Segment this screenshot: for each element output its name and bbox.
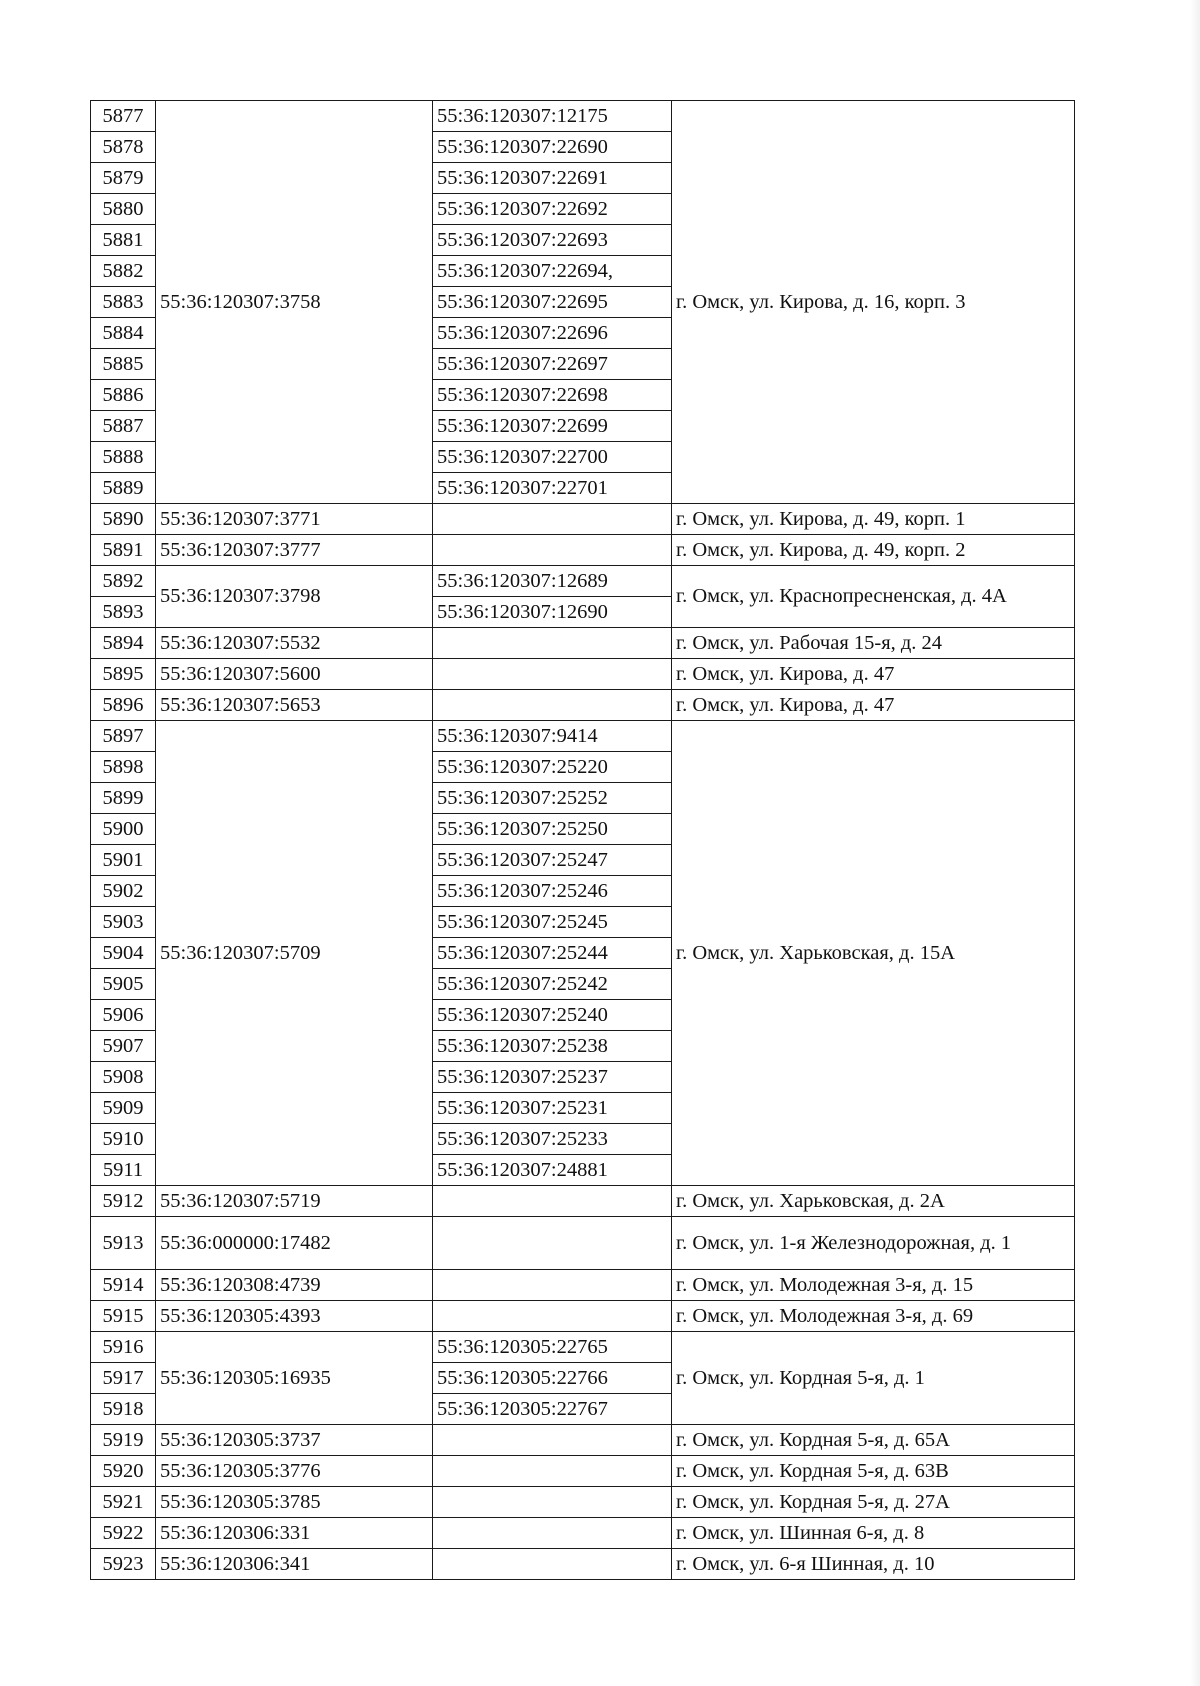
table-row: [91, 1456, 1075, 1487]
row-number-cell: 5879: [91, 163, 156, 194]
row-number-cell: 5883: [91, 287, 156, 318]
sub-cadastral-number-cell: 55:36:120307:24881: [433, 1155, 672, 1186]
sub-cadastral-number-cell: 55:36:120307:25237: [433, 1062, 672, 1093]
row-number-cell: 5881: [91, 225, 156, 256]
table-row: [91, 1270, 1075, 1301]
sub-cadastral-number-cell: 55:36:120307:25245: [433, 907, 672, 938]
row-number-cell: 5884: [91, 318, 156, 349]
row-number-cell: 5920: [91, 1456, 156, 1487]
table-row: [91, 504, 1075, 535]
cadastral-number-cell: 55:36:120307:5532: [156, 628, 433, 659]
address-cell: г. Омск, ул. Кирова, д. 16, корп. 3: [672, 101, 1075, 504]
cadastral-number-cell: 55:36:120307:3777: [156, 535, 433, 566]
sub-cadastral-number-cell: 55:36:120307:25252: [433, 783, 672, 814]
address-cell: г. Омск, ул. Молодежная 3-я, д. 15: [672, 1270, 1075, 1301]
row-number-cell: 5878: [91, 132, 156, 163]
sub-cadastral-number-cell: [433, 1549, 672, 1580]
row-number-cell: 5882: [91, 256, 156, 287]
cadastral-number-cell: 55:36:120307:3798: [156, 566, 433, 628]
row-number-cell: 5913: [91, 1217, 156, 1270]
cadastral-number-cell: 55:36:120307:5719: [156, 1186, 433, 1217]
row-number-cell: 5909: [91, 1093, 156, 1124]
row-number-cell: 5906: [91, 1000, 156, 1031]
cadastral-number-cell: 55:36:120307:5653: [156, 690, 433, 721]
table-row: [91, 690, 1075, 721]
table-row: [91, 659, 1075, 690]
sub-cadastral-number-cell: 55:36:120307:12690: [433, 597, 672, 628]
row-number-cell: 5892: [91, 566, 156, 597]
sub-cadastral-number-cell: 55:36:120307:25250: [433, 814, 672, 845]
row-number-cell: 5889: [91, 473, 156, 504]
sub-cadastral-number-cell: [433, 504, 672, 535]
sub-cadastral-number-cell: 55:36:120307:25247: [433, 845, 672, 876]
sub-cadastral-number-cell: [433, 659, 672, 690]
table-row: [91, 1487, 1075, 1518]
cadastral-number-cell: 55:36:120306:331: [156, 1518, 433, 1549]
address-cell: г. Омск, ул. 1-я Железнодорожная, д. 1: [672, 1217, 1075, 1270]
address-cell: г. Омск, ул. Кирова, д. 47: [672, 659, 1075, 690]
cadastral-number-cell: 55:36:000000:17482: [156, 1217, 433, 1270]
row-number-cell: 5911: [91, 1155, 156, 1186]
address-cell: г. Омск, ул. Кирова, д. 49, корп. 2: [672, 535, 1075, 566]
table-row: [91, 1518, 1075, 1549]
sub-cadastral-number-cell: 55:36:120307:22701: [433, 473, 672, 504]
sub-cadastral-number-cell: 55:36:120305:22767: [433, 1394, 672, 1425]
row-number-cell: 5902: [91, 876, 156, 907]
sub-cadastral-number-cell: [433, 1518, 672, 1549]
table-row: [91, 1186, 1075, 1217]
cadastral-number-cell: 55:36:120308:4739: [156, 1270, 433, 1301]
row-number-cell: 5923: [91, 1549, 156, 1580]
row-number-cell: 5887: [91, 411, 156, 442]
row-number-cell: 5919: [91, 1425, 156, 1456]
sub-cadastral-number-cell: 55:36:120307:22700: [433, 442, 672, 473]
row-number-cell: 5914: [91, 1270, 156, 1301]
sub-cadastral-number-cell: 55:36:120307:22693: [433, 225, 672, 256]
row-number-cell: 5901: [91, 845, 156, 876]
table-row: [91, 566, 1075, 597]
row-number-cell: 5880: [91, 194, 156, 225]
row-number-cell: 5904: [91, 938, 156, 969]
address-cell: г. Омск, ул. Кордная 5-я, д. 65А: [672, 1425, 1075, 1456]
sub-cadastral-number-cell: [433, 628, 672, 659]
address-cell: г. Омск, ул. Молодежная 3-я, д. 69: [672, 1301, 1075, 1332]
sub-cadastral-number-cell: [433, 1217, 672, 1270]
table-row: [91, 628, 1075, 659]
address-cell: г. Омск, ул. Рабочая 15-я, д. 24: [672, 628, 1075, 659]
address-cell: г. Омск, ул. Кордная 5-я, д. 1: [672, 1332, 1075, 1425]
row-number-cell: 5877: [91, 101, 156, 132]
table-row: [91, 1301, 1075, 1332]
cadastral-number-cell: 55:36:120305:16935: [156, 1332, 433, 1425]
sub-cadastral-number-cell: 55:36:120307:25242: [433, 969, 672, 1000]
row-number-cell: 5908: [91, 1062, 156, 1093]
table-row: [91, 535, 1075, 566]
sub-cadastral-number-cell: 55:36:120307:25246: [433, 876, 672, 907]
row-number-cell: 5899: [91, 783, 156, 814]
sub-cadastral-number-cell: [433, 690, 672, 721]
sub-cadastral-number-cell: [433, 535, 672, 566]
address-cell: г. Омск, ул. Кордная 5-я, д. 27А: [672, 1487, 1075, 1518]
cadastral-number-cell: 55:36:120307:5600: [156, 659, 433, 690]
row-number-cell: 5894: [91, 628, 156, 659]
sub-cadastral-number-cell: 55:36:120307:25233: [433, 1124, 672, 1155]
cadastral-table: [90, 100, 1075, 1580]
row-number-cell: 5891: [91, 535, 156, 566]
sub-cadastral-number-cell: 55:36:120307:22698: [433, 380, 672, 411]
sub-cadastral-number-cell: 55:36:120307:22692: [433, 194, 672, 225]
address-cell: г. Омск, ул. Харьковская, д. 2А: [672, 1186, 1075, 1217]
row-number-cell: 5900: [91, 814, 156, 845]
row-number-cell: 5907: [91, 1031, 156, 1062]
sub-cadastral-number-cell: 55:36:120307:25231: [433, 1093, 672, 1124]
row-number-cell: 5890: [91, 504, 156, 535]
sub-cadastral-number-cell: 55:36:120307:12175: [433, 101, 672, 132]
sub-cadastral-number-cell: 55:36:120307:25244: [433, 938, 672, 969]
row-number-cell: 5922: [91, 1518, 156, 1549]
row-number-cell: 5896: [91, 690, 156, 721]
sub-cadastral-number-cell: 55:36:120307:22695: [433, 287, 672, 318]
row-number-cell: 5888: [91, 442, 156, 473]
table-row: [91, 1425, 1075, 1456]
row-number-cell: 5905: [91, 969, 156, 1000]
row-number-cell: 5886: [91, 380, 156, 411]
sub-cadastral-number-cell: 55:36:120307:22699: [433, 411, 672, 442]
row-number-cell: 5898: [91, 752, 156, 783]
cadastral-number-cell: 55:36:120305:3785: [156, 1487, 433, 1518]
sub-cadastral-number-cell: 55:36:120307:22691: [433, 163, 672, 194]
row-number-cell: 5918: [91, 1394, 156, 1425]
table-row: [91, 721, 1075, 752]
address-cell: г. Омск, ул. Кирова, д. 49, корп. 1: [672, 504, 1075, 535]
sub-cadastral-number-cell: [433, 1456, 672, 1487]
row-number-cell: 5897: [91, 721, 156, 752]
cadastral-number-cell: 55:36:120305:4393: [156, 1301, 433, 1332]
row-number-cell: 5885: [91, 349, 156, 380]
cadastral-number-cell: 55:36:120307:5709: [156, 721, 433, 1186]
address-cell: г. Омск, ул. Краснопресненская, д. 4А: [672, 566, 1075, 628]
sub-cadastral-number-cell: 55:36:120307:22696: [433, 318, 672, 349]
sub-cadastral-number-cell: 55:36:120307:9414: [433, 721, 672, 752]
sub-cadastral-number-cell: 55:36:120307:25240: [433, 1000, 672, 1031]
address-cell: г. Омск, ул. Кордная 5-я, д. 63В: [672, 1456, 1075, 1487]
sub-cadastral-number-cell: 55:36:120307:25238: [433, 1031, 672, 1062]
cadastral-number-cell: 55:36:120307:3771: [156, 504, 433, 535]
sub-cadastral-number-cell: 55:36:120305:22765: [433, 1332, 672, 1363]
address-cell: г. Омск, ул. Шинная 6-я, д. 8: [672, 1518, 1075, 1549]
table-row: [91, 1549, 1075, 1580]
cadastral-number-cell: 55:36:120305:3776: [156, 1456, 433, 1487]
sub-cadastral-number-cell: [433, 1425, 672, 1456]
address-cell: г. Омск, ул. Кирова, д. 47: [672, 690, 1075, 721]
row-number-cell: 5917: [91, 1363, 156, 1394]
table-body: [91, 101, 1075, 1580]
row-number-cell: 5916: [91, 1332, 156, 1363]
sub-cadastral-number-cell: 55:36:120305:22766: [433, 1363, 672, 1394]
sub-cadastral-number-cell: [433, 1487, 672, 1518]
sub-cadastral-number-cell: 55:36:120307:22697: [433, 349, 672, 380]
sub-cadastral-number-cell: [433, 1301, 672, 1332]
sub-cadastral-number-cell: [433, 1186, 672, 1217]
table-row: [91, 1217, 1075, 1270]
table-row: [91, 101, 1075, 132]
row-number-cell: 5912: [91, 1186, 156, 1217]
row-number-cell: 5915: [91, 1301, 156, 1332]
scan-edge: [1190, 0, 1200, 1686]
row-number-cell: 5893: [91, 597, 156, 628]
sub-cadastral-number-cell: 55:36:120307:12689: [433, 566, 672, 597]
row-number-cell: 5895: [91, 659, 156, 690]
sub-cadastral-number-cell: [433, 1270, 672, 1301]
row-number-cell: 5910: [91, 1124, 156, 1155]
table-row: [91, 1332, 1075, 1363]
row-number-cell: 5903: [91, 907, 156, 938]
cadastral-number-cell: 55:36:120307:3758: [156, 101, 433, 504]
sub-cadastral-number-cell: 55:36:120307:22694,: [433, 256, 672, 287]
sub-cadastral-number-cell: 55:36:120307:25220: [433, 752, 672, 783]
address-cell: г. Омск, ул. 6-я Шинная, д. 10: [672, 1549, 1075, 1580]
address-cell: г. Омск, ул. Харьковская, д. 15А: [672, 721, 1075, 1186]
row-number-cell: 5921: [91, 1487, 156, 1518]
sub-cadastral-number-cell: 55:36:120307:22690: [433, 132, 672, 163]
cadastral-number-cell: 55:36:120305:3737: [156, 1425, 433, 1456]
cadastral-number-cell: 55:36:120306:341: [156, 1549, 433, 1580]
